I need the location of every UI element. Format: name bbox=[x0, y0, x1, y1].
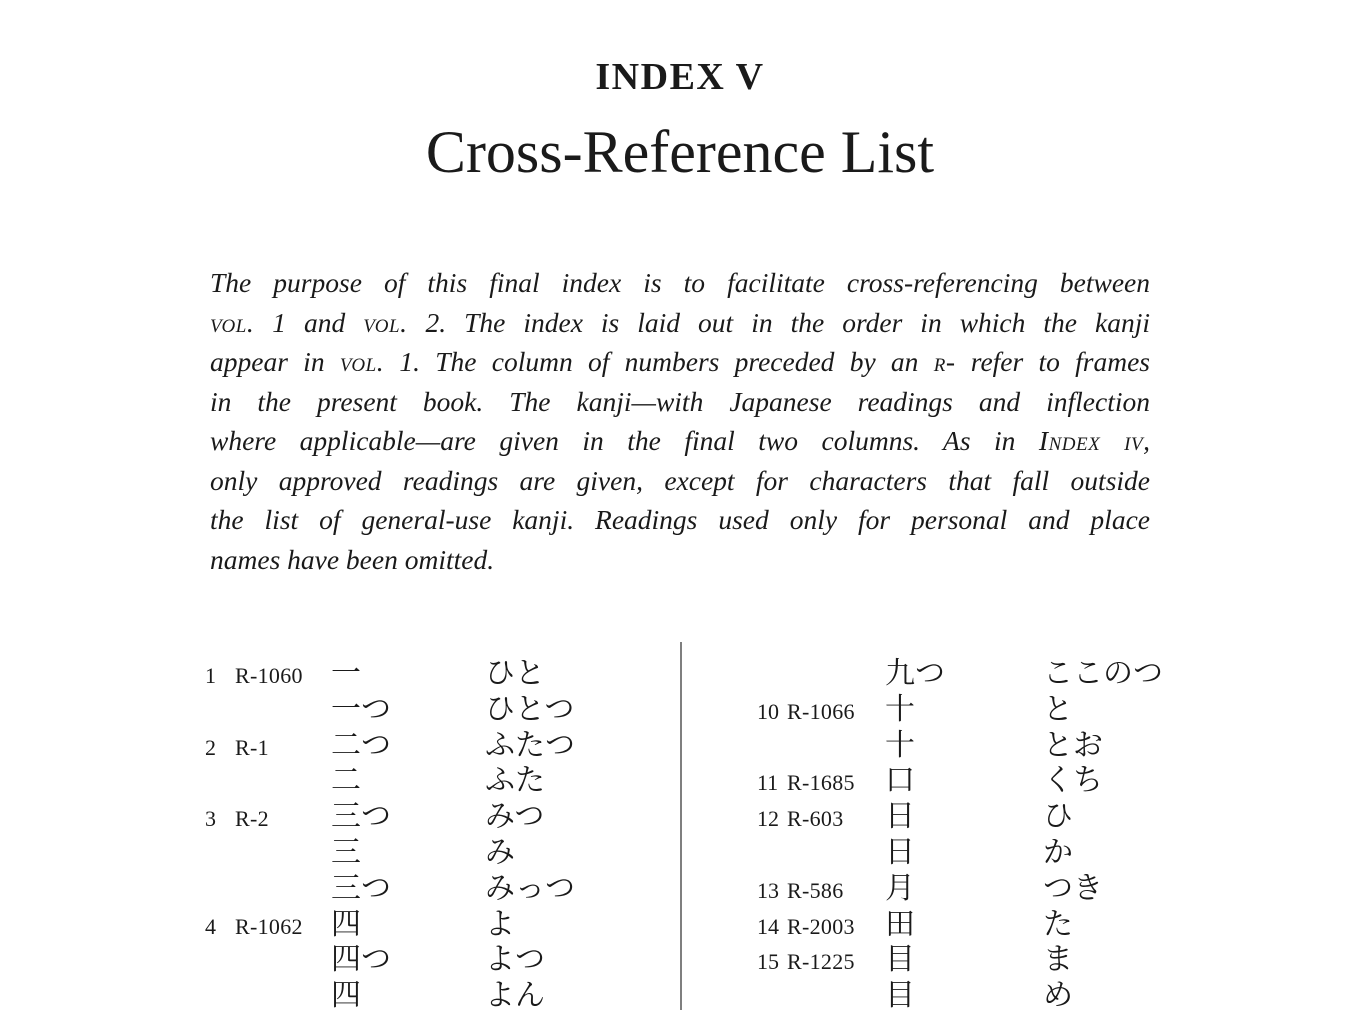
kanji: 四 bbox=[331, 907, 361, 941]
reading: つき bbox=[1043, 871, 1103, 905]
kanji: 一つ bbox=[331, 692, 391, 726]
frame-reference: R-2003 bbox=[787, 913, 855, 939]
reading: と bbox=[1043, 692, 1073, 726]
reading: ふたつ bbox=[485, 728, 575, 762]
intro-line bbox=[210, 421, 1150, 461]
reading: ひと bbox=[485, 657, 545, 690]
reading: みつ bbox=[485, 800, 545, 834]
intro-text: 2. The index is laid out in the order in which the kanji bbox=[407, 306, 1150, 338]
reading: み bbox=[485, 835, 515, 869]
entry-number: 3 bbox=[205, 806, 216, 832]
table-row bbox=[205, 863, 645, 905]
kanji: 二 bbox=[331, 764, 361, 798]
intro-text: appear in bbox=[210, 346, 340, 377]
small-caps-text: vol. bbox=[363, 306, 408, 338]
entry-number: 11 bbox=[757, 770, 779, 796]
table-row bbox=[757, 899, 1177, 941]
small-caps-text: vol. bbox=[210, 306, 255, 338]
reading: みっつ bbox=[485, 871, 575, 905]
kanji: 四つ bbox=[331, 943, 391, 977]
table-row bbox=[757, 791, 1177, 834]
frame-reference: R-1685 bbox=[787, 770, 855, 796]
kanji: 二つ bbox=[331, 728, 391, 762]
intro-text: refer to frames bbox=[955, 346, 1151, 377]
kanji: 三つ bbox=[331, 800, 391, 834]
kanji: 十 bbox=[885, 728, 915, 762]
frame-reference: R-603 bbox=[787, 806, 844, 832]
intro-paragraph bbox=[210, 263, 1150, 579]
table-row bbox=[205, 648, 645, 690]
reading: ふた bbox=[485, 764, 545, 798]
table-row bbox=[205, 684, 645, 726]
frame-reference: R-1062 bbox=[235, 913, 303, 939]
table-row bbox=[205, 720, 645, 762]
entry-number: 13 bbox=[757, 877, 779, 903]
intro-text: the list of general-use kanji. Readings used only for personal and place bbox=[210, 504, 1150, 535]
entry-number: 10 bbox=[757, 698, 779, 724]
frame-reference: R-1060 bbox=[235, 663, 303, 688]
intro-text: 1. The column of numbers preceded by an bbox=[384, 346, 934, 377]
kanji: 口 bbox=[885, 764, 915, 798]
intro-line bbox=[210, 382, 1150, 422]
reading: ここのつ bbox=[1043, 657, 1163, 690]
reading: よつ bbox=[485, 943, 545, 977]
reading: た bbox=[1043, 907, 1073, 941]
entry-number: 2 bbox=[205, 734, 216, 760]
kanji: 十 bbox=[885, 692, 915, 726]
table-row bbox=[205, 899, 645, 941]
column-divider-rule bbox=[680, 642, 682, 1010]
table-row bbox=[205, 755, 645, 798]
kanji: 三つ bbox=[331, 871, 391, 905]
table-row bbox=[757, 648, 1177, 690]
table-row bbox=[757, 755, 1177, 798]
kanji: 四 bbox=[331, 979, 361, 1010]
table-row bbox=[205, 934, 645, 977]
intro-line bbox=[210, 263, 1150, 303]
frame-reference: R-586 bbox=[787, 877, 844, 903]
kanji: 目 bbox=[885, 943, 915, 977]
cross-reference-column-right bbox=[757, 648, 1177, 1010]
index-number-heading: INDEX V bbox=[595, 56, 765, 98]
kanji: 一 bbox=[331, 657, 361, 690]
small-caps-text: vol. bbox=[339, 346, 385, 377]
entry-number: 14 bbox=[757, 913, 779, 939]
entry-number: 15 bbox=[757, 949, 779, 975]
table-row bbox=[757, 934, 1177, 977]
intro-text: names have been omitted. bbox=[210, 543, 495, 575]
small-caps-text: r- bbox=[933, 346, 956, 377]
frame-reference: R-1225 bbox=[787, 949, 855, 975]
reading: よん bbox=[485, 979, 545, 1010]
intro-text: in the present book. The kanji—with Japanese readings and inflection bbox=[210, 385, 1150, 417]
reading: とお bbox=[1043, 728, 1103, 762]
table-row bbox=[757, 827, 1177, 869]
frame-reference: R-2 bbox=[235, 806, 269, 832]
intro-text: where applicable—are given in the final two columns. As in bbox=[210, 425, 1039, 456]
kanji: 日 bbox=[885, 835, 915, 869]
reading: め bbox=[1043, 979, 1073, 1010]
intro-text: only approved readings are given, except for characters that fall outside bbox=[210, 464, 1150, 496]
kanji: 日 bbox=[885, 800, 915, 834]
intro-line bbox=[210, 303, 1150, 343]
intro-text: 1 and bbox=[254, 306, 364, 338]
table-row bbox=[205, 791, 645, 834]
frame-reference: R-1 bbox=[235, 734, 269, 760]
table-row bbox=[757, 720, 1177, 762]
intro-text: , bbox=[1143, 425, 1150, 456]
intro-text: The purpose of this final index is to facilitate cross-referencing between bbox=[210, 267, 1150, 298]
intro-line bbox=[210, 342, 1150, 382]
frame-reference: R-1066 bbox=[787, 698, 855, 724]
reading: くち bbox=[1043, 764, 1103, 798]
entry-number: 12 bbox=[757, 806, 779, 832]
intro-line bbox=[210, 540, 1150, 580]
kanji: 田 bbox=[885, 907, 915, 941]
page-title: Cross-Reference List bbox=[425, 119, 935, 185]
kanji: 九つ bbox=[885, 657, 945, 690]
reading: ひとつ bbox=[485, 692, 575, 726]
entry-number: 1 bbox=[205, 663, 216, 688]
table-row bbox=[757, 863, 1177, 905]
intro-line bbox=[210, 500, 1150, 540]
reading: よ bbox=[485, 907, 515, 941]
table-row bbox=[205, 970, 645, 1010]
kanji: 三 bbox=[331, 835, 361, 869]
cross-reference-column-left bbox=[205, 648, 645, 1010]
table-row bbox=[205, 827, 645, 869]
entry-number: 4 bbox=[205, 913, 216, 939]
kanji: 目 bbox=[885, 979, 915, 1010]
intro-line bbox=[210, 461, 1150, 501]
reading: ま bbox=[1043, 943, 1073, 977]
small-caps-text: Index iv bbox=[1038, 425, 1144, 456]
kanji: 月 bbox=[885, 871, 915, 905]
reading: か bbox=[1043, 835, 1073, 869]
table-row bbox=[757, 970, 1177, 1010]
reading: ひ bbox=[1043, 800, 1073, 834]
